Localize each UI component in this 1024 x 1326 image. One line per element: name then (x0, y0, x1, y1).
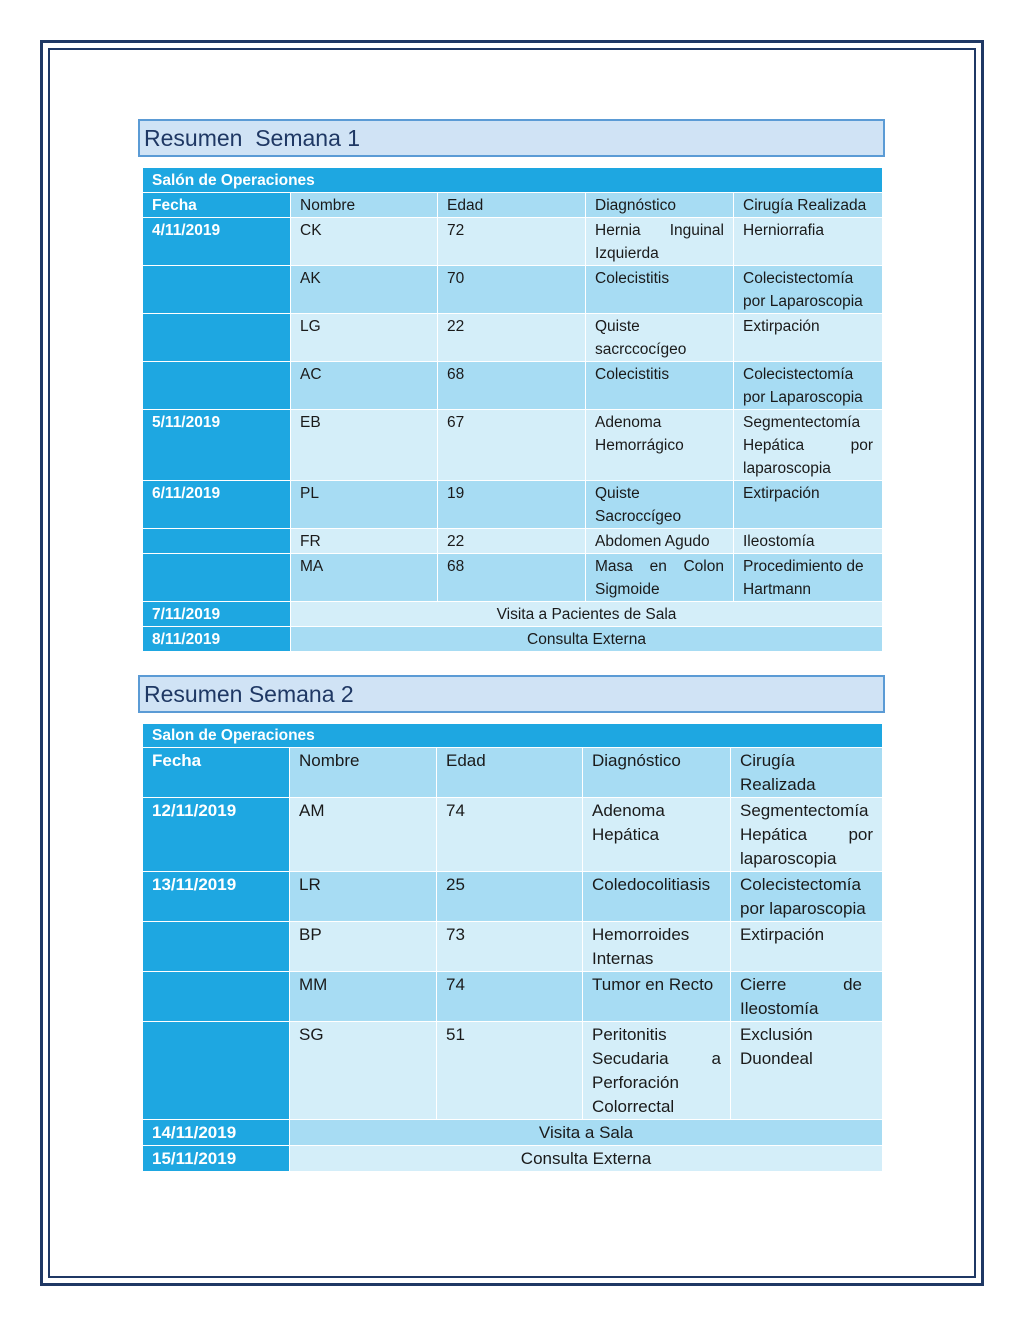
column-header-nombre: Nombre (291, 193, 438, 218)
column-header-diagnostico: Diagnóstico (583, 748, 731, 798)
table-row (143, 314, 883, 362)
column-header-edad: Edad (438, 193, 586, 218)
cell-nombre: PL (291, 481, 438, 529)
cell-fecha: 5/11/2019 (143, 410, 291, 481)
column-header-edad: Edad (437, 748, 583, 798)
cell-nombre: SG (290, 1022, 437, 1120)
cell-diagnostico: Masa en Colon Sigmoide (586, 554, 734, 602)
cell-cirugia: Herniorrafia (734, 218, 883, 266)
cell-fecha (143, 1022, 290, 1120)
column-header-fecha: Fecha (143, 193, 291, 218)
cell-cirugia: Procedimiento de Hartmann (734, 554, 883, 602)
table-row (143, 218, 883, 266)
cell-edad: 74 (437, 798, 583, 872)
cell-nombre: MM (290, 972, 437, 1022)
activity-row (143, 1120, 883, 1146)
cell-fecha: 4/11/2019 (143, 218, 291, 266)
cell-fecha (143, 972, 290, 1022)
table-row (143, 554, 883, 602)
cell-edad: 22 (438, 529, 586, 554)
cell-edad: 74 (437, 972, 583, 1022)
cell-nombre: AC (291, 362, 438, 410)
cell-edad: 73 (437, 922, 583, 972)
cell-cirugia: Cierre de Ileostomía (731, 972, 883, 1022)
table-row (143, 972, 883, 1022)
cell-actividad: Consulta Externa (290, 1146, 883, 1172)
cell-nombre: AK (291, 266, 438, 314)
table-row (143, 481, 883, 529)
table-caption: Salon de Operaciones (143, 724, 883, 748)
cell-fecha: 8/11/2019 (143, 627, 291, 652)
table-row (143, 362, 883, 410)
cell-diagnostico: Quiste sacrccocígeo (586, 314, 734, 362)
column-header-diagnostico: Diagnóstico (586, 193, 734, 218)
cell-actividad: Visita a Sala (290, 1120, 883, 1146)
table-row (143, 529, 883, 554)
cell-diagnostico: Peritonitis Secudaria a Perforación Colorrectal (583, 1022, 731, 1120)
cell-fecha: 12/11/2019 (143, 798, 290, 872)
cell-cirugia: Ileostomía (734, 529, 883, 554)
table-row (143, 798, 883, 872)
cell-fecha (143, 922, 290, 972)
cell-fecha (143, 266, 291, 314)
cell-fecha (143, 314, 291, 362)
week1-title: Resumen Semana 1 (138, 119, 885, 157)
cell-edad: 68 (438, 362, 586, 410)
week2-title: Resumen Semana 2 (138, 675, 885, 713)
cell-edad: 25 (437, 872, 583, 922)
week1-table (142, 167, 883, 652)
cell-actividad: Visita a Pacientes de Sala (291, 602, 883, 627)
cell-cirugia: Extirpación (734, 481, 883, 529)
table-row (143, 922, 883, 972)
cell-diagnostico: Hernia Inguinal Izquierda (586, 218, 734, 266)
cell-nombre: EB (291, 410, 438, 481)
cell-edad: 70 (438, 266, 586, 314)
cell-cirugia: Colecistectomía por Laparoscopia (734, 266, 883, 314)
column-header-nombre: Nombre (290, 748, 437, 798)
cell-fecha: 15/11/2019 (143, 1146, 290, 1172)
cell-edad: 19 (438, 481, 586, 529)
cell-fecha: 13/11/2019 (143, 872, 290, 922)
cell-edad: 72 (438, 218, 586, 266)
cell-cirugia: Segmentectomía Hepática por laparoscopia (734, 410, 883, 481)
cell-fecha (143, 362, 291, 410)
column-header-cirugia: Cirugía Realizada (731, 748, 883, 798)
cell-edad: 22 (438, 314, 586, 362)
cell-nombre: CK (291, 218, 438, 266)
cell-nombre: FR (291, 529, 438, 554)
table-row (143, 1022, 883, 1120)
cell-cirugia: Extirpación (731, 922, 883, 972)
cell-diagnostico: Abdomen Agudo (586, 529, 734, 554)
activity-row (143, 1146, 883, 1172)
cell-edad: 51 (437, 1022, 583, 1120)
cell-diagnostico: Quiste Sacroccígeo (586, 481, 734, 529)
cell-cirugia: Colecistectomía por Laparoscopia (734, 362, 883, 410)
cell-nombre: MA (291, 554, 438, 602)
cell-diagnostico: Colecistitis (586, 362, 734, 410)
cell-nombre: LR (290, 872, 437, 922)
cell-cirugia: Extirpación (734, 314, 883, 362)
activity-row (143, 627, 883, 652)
table-caption: Salón de Operaciones (143, 168, 883, 193)
cell-diagnostico: Adenoma Hepática (583, 798, 731, 872)
cell-diagnostico: Tumor en Recto (583, 972, 731, 1022)
table-header-row (143, 193, 883, 218)
cell-diagnostico: Hemorroides Internas (583, 922, 731, 972)
cell-fecha (143, 554, 291, 602)
table-row (143, 872, 883, 922)
cell-actividad: Consulta Externa (291, 627, 883, 652)
cell-cirugia: Colecistectomía por laparoscopia (731, 872, 883, 922)
cell-diagnostico: Adenoma Hemorrágico (586, 410, 734, 481)
week2-table (142, 723, 883, 1172)
table-row (143, 410, 883, 481)
cell-fecha: 6/11/2019 (143, 481, 291, 529)
cell-nombre: AM (290, 798, 437, 872)
cell-edad: 68 (438, 554, 586, 602)
cell-nombre: BP (290, 922, 437, 972)
activity-row (143, 602, 883, 627)
table-header-row (143, 748, 883, 798)
column-header-fecha: Fecha (143, 748, 290, 798)
cell-fecha: 14/11/2019 (143, 1120, 290, 1146)
cell-fecha (143, 529, 291, 554)
cell-nombre: LG (291, 314, 438, 362)
cell-edad: 67 (438, 410, 586, 481)
column-header-cirugia: Cirugía Realizada (734, 193, 883, 218)
cell-diagnostico: Colecistitis (586, 266, 734, 314)
table-caption-row (143, 724, 883, 748)
table-row (143, 266, 883, 314)
cell-cirugia: Segmentectomía Hepática por laparoscopia (731, 798, 883, 872)
cell-diagnostico: Coledocolitiasis (583, 872, 731, 922)
table-caption-row (143, 168, 883, 193)
cell-fecha: 7/11/2019 (143, 602, 291, 627)
cell-cirugia: Exclusión Duondeal (731, 1022, 883, 1120)
